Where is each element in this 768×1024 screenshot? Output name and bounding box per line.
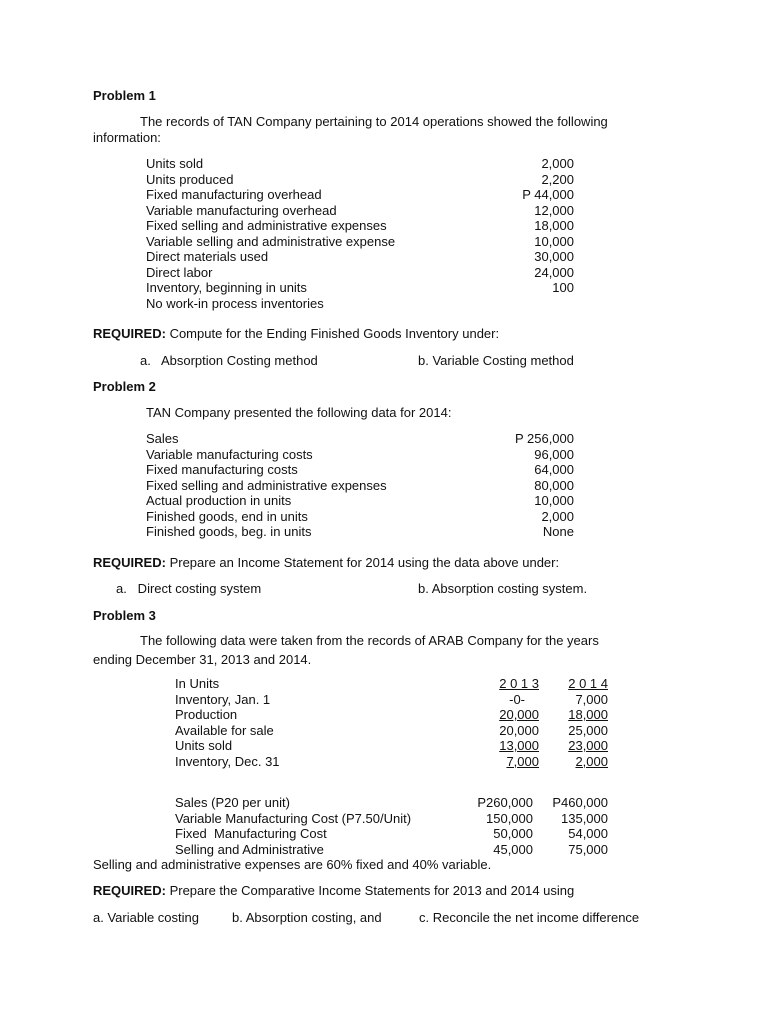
table-row (175, 738, 610, 754)
item-label: No work-in process inventories (146, 295, 324, 311)
value-2014: 75,000 (568, 841, 608, 857)
item-value: 100 (552, 280, 574, 295)
problem-1-option-a: a. Absorption Costing method (140, 353, 318, 368)
problem-3-intro-line-1: The following data were taken from the records of ARAB Company for the years (140, 633, 599, 648)
row-label: Sales (P20 per unit) (175, 795, 290, 810)
column-header-2013: 2 0 1 3 (499, 676, 539, 691)
problem-1-data-list (146, 156, 576, 311)
problem-2-intro: TAN Company presented the following data for 2014: (146, 405, 452, 420)
item-value: P 44,000 (522, 187, 574, 202)
value-2013: 50,000 (493, 826, 533, 841)
table-row (175, 723, 610, 739)
list-item (146, 265, 576, 281)
list-item (146, 203, 576, 219)
problem-3-heading: Problem 3 (93, 608, 156, 623)
row-label: Fixed Manufacturing Cost (175, 826, 327, 841)
problem-2-heading: Problem 2 (93, 379, 156, 394)
value-2013: P260,000 (477, 795, 533, 810)
item-label: Fixed selling and administrative expenses (146, 218, 387, 233)
value-2014: 54,000 (568, 826, 608, 841)
item-value: 2,200 (541, 171, 574, 187)
item-label: Fixed selling and administrative expenses (146, 477, 387, 493)
required-label: REQUIRED: (93, 326, 166, 341)
item-label: Variable manufacturing costs (146, 446, 313, 462)
row-label: Available for sale (175, 722, 274, 738)
item-value: 80,000 (534, 477, 574, 493)
value-2014: 25,000 (568, 722, 608, 738)
column-header-2014: 2 0 1 4 (568, 676, 608, 691)
value-2013: 45,000 (493, 841, 533, 857)
item-label: Variable selling and administrative expense (146, 233, 396, 249)
table-row (175, 707, 610, 723)
item-label: Direct materials used (146, 249, 269, 264)
list-item (146, 172, 576, 188)
table-row (175, 826, 610, 842)
item-label: Actual production in units (146, 493, 292, 508)
list-item (146, 447, 576, 463)
problem-2-required (93, 555, 559, 571)
problem-3-units-table (175, 676, 610, 769)
row-label: Inventory, Jan. 1 (175, 691, 271, 707)
list-item (146, 218, 576, 234)
value-2014: P460,000 (552, 795, 608, 810)
table-row (175, 842, 610, 858)
value-2013: 13,000 (499, 738, 539, 753)
value-2014: 18,000 (568, 707, 608, 722)
value-2013: 20,000 (499, 707, 539, 722)
list-item (146, 234, 576, 250)
table-row (175, 754, 610, 770)
problem-1-option-b: b. Variable Costing method (418, 353, 574, 368)
item-value: 12,000 (534, 202, 574, 218)
value-2013: 7,000 (506, 753, 539, 769)
problem-2-option-a: a. Direct costing system (116, 581, 262, 596)
item-label: Finished goods, beg. in units (146, 524, 312, 539)
value-2013: 20,000 (499, 722, 539, 738)
list-item (146, 493, 576, 509)
list-item (146, 462, 576, 478)
problem-2-option-b: b. Absorption costing system. (418, 581, 588, 596)
item-label: Finished goods, end in units (146, 508, 308, 524)
item-value: P 256,000 (514, 431, 574, 446)
problem-3-required (93, 883, 574, 899)
required-text: Compute for the Ending Finished Goods Inventory under: (165, 326, 500, 341)
list-item (146, 524, 576, 540)
problem-3-cost-table (175, 795, 610, 857)
list-item (146, 509, 576, 525)
item-label: Inventory, beginning in units (146, 280, 307, 295)
units-header: In Units (175, 676, 220, 691)
list-item (146, 478, 576, 494)
list-item (146, 187, 576, 203)
required-text: Prepare the Comparative Income Statements for 2013 and 2014 using (165, 883, 575, 898)
item-value: 24,000 (534, 264, 574, 280)
table-row (175, 692, 610, 708)
item-value: 30,000 (534, 249, 574, 264)
problem-3-option-c: c. Reconcile the net income difference (419, 910, 640, 925)
item-label: Direct labor (146, 264, 213, 280)
item-value: None (542, 524, 574, 539)
item-value: 10,000 (534, 233, 574, 249)
item-value: 10,000 (534, 493, 574, 508)
list-item (146, 249, 576, 265)
item-value: 64,000 (534, 462, 574, 477)
row-label: Production (175, 707, 238, 722)
value-2014: 2,000 (575, 753, 608, 769)
problem-1-heading: Problem 1 (93, 88, 156, 103)
problem-3-option-a: a. Variable costing (93, 910, 199, 925)
item-label: Variable manufacturing overhead (146, 202, 337, 218)
required-text: Prepare an Income Statement for 2014 using the data above under: (165, 555, 560, 570)
problem-1-intro-line-1: The records of TAN Company pertaining to 2014 operations showed the following (140, 114, 608, 129)
problem-1-intro-line-2: information: (93, 130, 161, 145)
value-2014: 7,000 (575, 691, 608, 707)
problem-1-required (93, 326, 499, 342)
table-row (175, 795, 610, 811)
item-label: Fixed manufacturing overhead (146, 187, 322, 202)
required-label: REQUIRED: (93, 883, 166, 898)
row-label: Variable Manufacturing Cost (P7.50/Unit) (175, 810, 412, 826)
problem-3-sa-note: Selling and administrative expenses are 60% fixed and 40% variable. (93, 857, 492, 872)
list-item (146, 156, 576, 172)
table-header-row (175, 676, 610, 692)
value-2014: 135,000 (561, 810, 608, 826)
problem-2-data-list (146, 431, 576, 540)
value-2013: 150,000 (486, 810, 533, 826)
value-2013: -0- (509, 691, 525, 707)
list-item (146, 431, 576, 447)
item-label: Fixed manufacturing costs (146, 462, 298, 477)
row-label: Selling and Administrative (175, 841, 324, 857)
item-value: 96,000 (534, 446, 574, 462)
row-label: Inventory, Dec. 31 (175, 753, 280, 769)
item-label: Units produced (146, 171, 234, 187)
item-value: 2,000 (541, 508, 574, 524)
row-label: Units sold (175, 738, 233, 753)
list-item (146, 296, 576, 312)
item-value: 18,000 (534, 218, 574, 233)
item-value: 2,000 (541, 156, 574, 171)
required-label: REQUIRED: (93, 555, 166, 570)
list-item (146, 280, 576, 296)
item-label: Sales (146, 431, 179, 446)
table-row (175, 811, 610, 827)
item-label: Units sold (146, 156, 204, 171)
value-2014: 23,000 (568, 738, 608, 753)
problem-3-intro-line-2: ending December 31, 2013 and 2014. (93, 652, 312, 667)
problem-3-option-b: b. Absorption costing, and (232, 910, 382, 925)
